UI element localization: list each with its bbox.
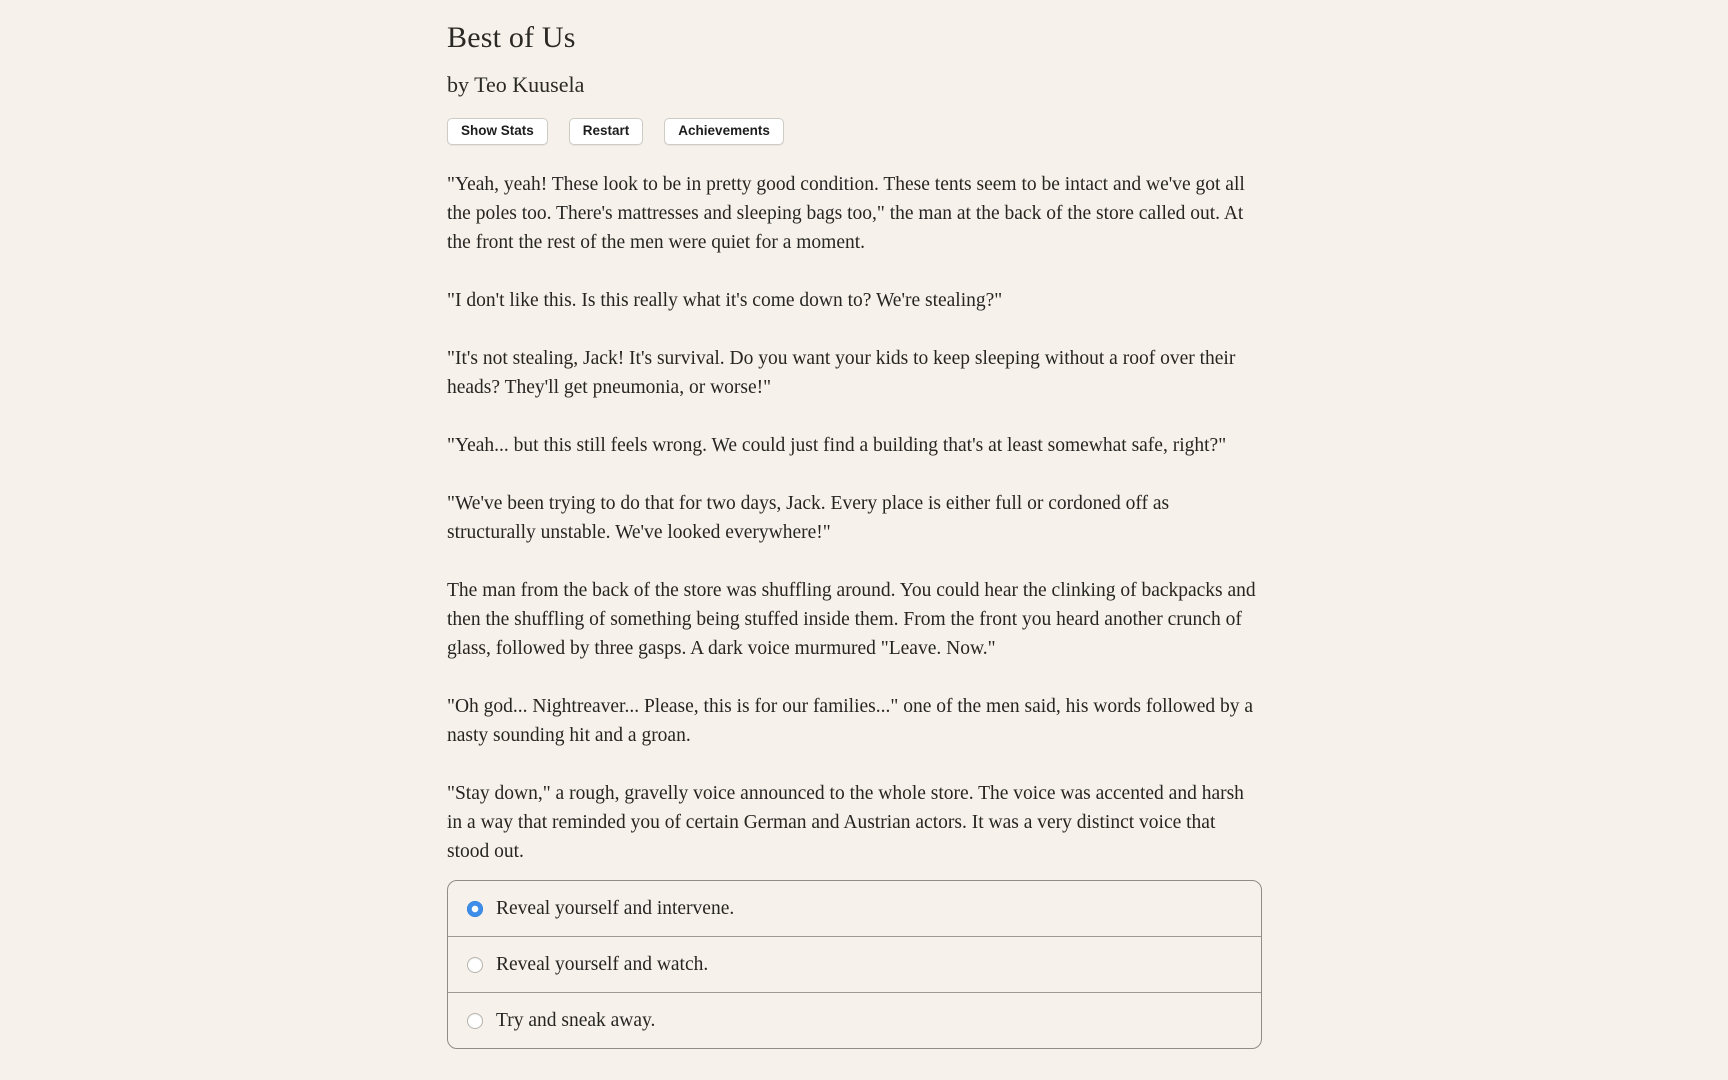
achievements-button[interactable]: Achievements xyxy=(664,118,784,145)
choice-option-label: Reveal yourself and watch. xyxy=(496,954,709,975)
author-byline: by Teo Kuusela xyxy=(447,72,585,97)
restart-button[interactable]: Restart xyxy=(569,118,644,145)
choice-option-label: Reveal yourself and intervene. xyxy=(496,898,735,919)
story-paragraph: "Stay down," a rough, gravelly voice announced to the whole store. The voice was accented and harsh in a way that reminded you of certain German and Austrian actors. It was a very distinct voice that stood out. xyxy=(447,783,1244,862)
choice-option-label: Try and sneak away. xyxy=(496,1010,656,1031)
radio-unselected-icon[interactable] xyxy=(467,1013,483,1029)
toolbar xyxy=(447,118,1262,145)
story-paragraph: The man from the back of the store was shuffling around. You could hear the clinking of backpacks and then the shuffling of something being stuffed inside them. From the front you heard another crunch of glass, followed by three gasps. A dark voice murmured "Leave. Now." xyxy=(447,580,1256,659)
radio-unselected-icon[interactable] xyxy=(467,957,483,973)
game-page xyxy=(447,21,1262,1049)
choice-option-intervene[interactable] xyxy=(448,881,1261,936)
story-paragraph: "Yeah... but this still feels wrong. We could just find a building that's at least somewhat safe, right?" xyxy=(447,435,1227,456)
story-text xyxy=(447,170,1262,866)
show-stats-button[interactable]: Show Stats xyxy=(447,118,548,145)
story-paragraph: "Yeah, yeah! These look to be in pretty good condition. These tents seem to be intact and we've got all the poles too. There's mattresses and sleeping bags too," the man at the back of the store called out. At the front the rest of the men were quiet for a moment. xyxy=(447,174,1245,253)
story-paragraph: "We've been trying to do that for two days, Jack. Every place is either full or cordoned off as structurally unstable. We've looked everywhere!" xyxy=(447,493,1170,543)
page-title: Best of Us xyxy=(447,21,576,54)
story-paragraph: "It's not stealing, Jack! It's survival. Do you want your kids to keep sleeping without a roof over their heads? They'll get pneumonia, or worse!" xyxy=(447,348,1236,398)
choice-option-sneak[interactable] xyxy=(448,992,1261,1048)
story-paragraph: "Oh god... Nightreaver... Please, this is for our families..." one of the men said, his words followed by a nasty sounding hit and a groan. xyxy=(447,696,1254,746)
story-paragraph: "I don't like this. Is this really what it's come down to? We're stealing?" xyxy=(447,290,1003,311)
radio-selected-icon[interactable] xyxy=(467,901,483,917)
choice-option-watch[interactable] xyxy=(448,936,1261,992)
choice-box xyxy=(447,880,1262,1049)
